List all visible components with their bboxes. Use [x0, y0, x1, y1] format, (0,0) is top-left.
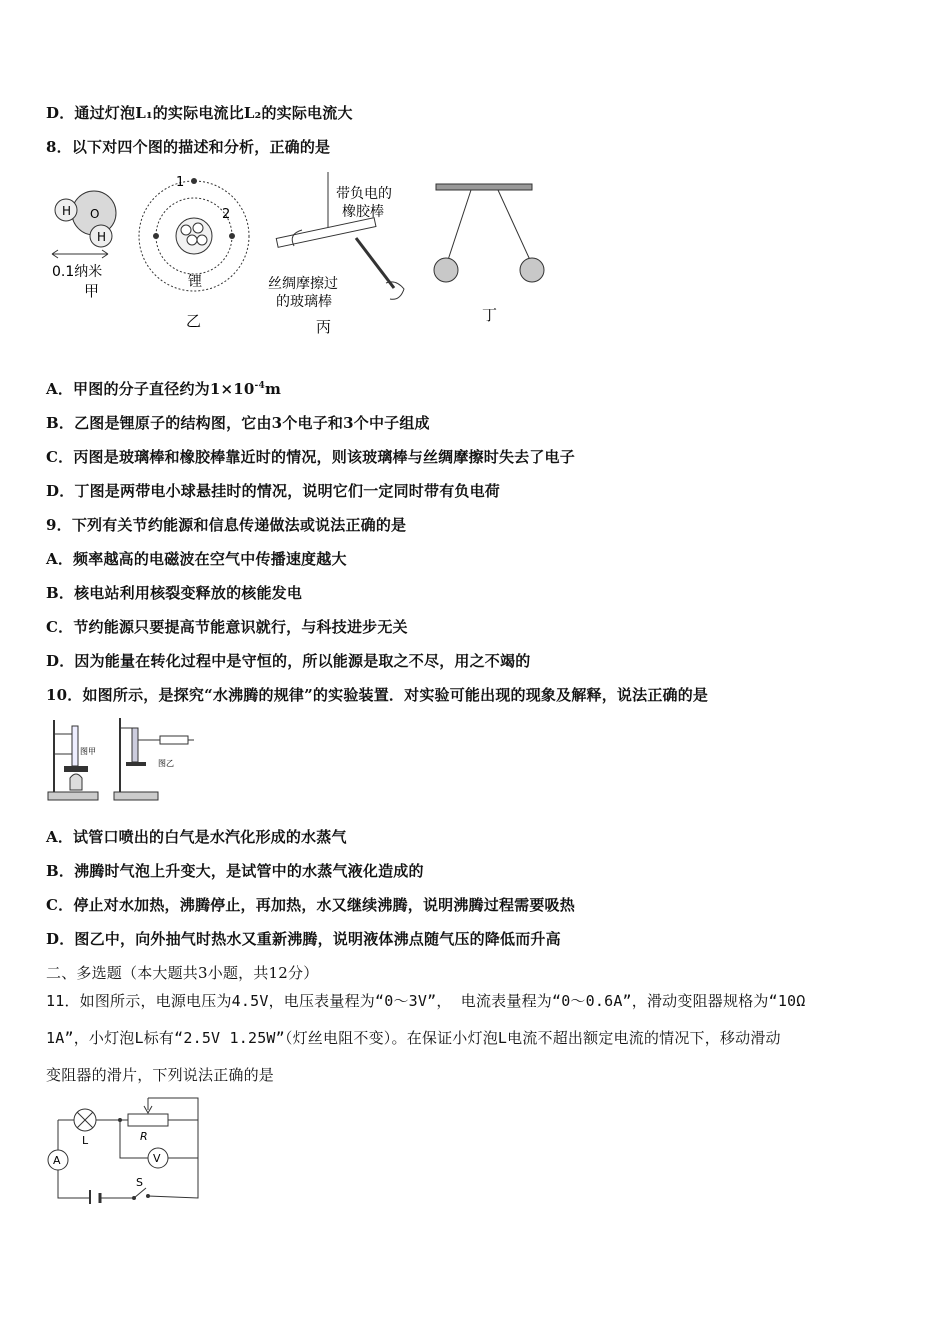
yi-orbit-2: 2 [222, 207, 231, 222]
ding-label: 丁 [482, 306, 498, 324]
yi-atom-diagram [139, 175, 249, 330]
q8-option-b: B．乙图是锂原子的结构图，它由3个电子和3个中子组成 [46, 414, 430, 432]
q9-option-b: B．核电站利用核裂变释放的核能发电 [46, 584, 303, 602]
bing-label: 丙 [316, 318, 332, 336]
jia-molecule-diagram [52, 191, 116, 300]
q9-option-c: C．节约能源只要提高节能意识就行，与科技进步无关 [46, 618, 408, 636]
q9-option-d: D．因为能量在转化过程中是守恒的，所以能源是取之不尽，用之不竭的 [46, 652, 531, 670]
bing-rubber-text-2: 橡胶棒 [342, 204, 384, 220]
q8-stem: 8．以下对四个图的描述和分析，正确的是 [46, 138, 331, 156]
ammeter-label: A [53, 1154, 61, 1167]
bing-rubber-text: 带负电的 [336, 186, 392, 202]
bing-rods-diagram [268, 172, 404, 336]
q11-stem-line-2: 1A”，小灯泡L标有“2.5V 1.25W”（灯丝电阻不变）。在保证小灯泡L电流不超出额定电流的情况下，移动滑动 [46, 1029, 781, 1047]
svg-text:H: H [62, 204, 72, 218]
jia-scale-text: 0.1纳米 [52, 264, 103, 280]
q11-circuit-diagram [44, 1092, 204, 1204]
q10-option-b: B．沸腾时气泡上升变大，是试管中的水蒸气液化造成的 [46, 862, 424, 880]
svg-text:H: H [97, 230, 107, 244]
q10-figure [46, 714, 196, 804]
q9-stem: 9．下列有关节约能源和信息传递做法或说法正确的是 [46, 516, 407, 534]
ding-balls-diagram [434, 184, 544, 324]
yi-orbit-1: 1 [176, 175, 185, 190]
q10-yi-label: 图乙 [158, 759, 174, 768]
q10-jia-label: 图甲 [80, 747, 96, 756]
yi-label: 乙 [186, 312, 202, 330]
q11-stem-line-1: 11．如图所示，电源电压为4.5V，电压表量程为“0～3V”， 电流表量程为“0～0.6A”，滑动变阻器规格为“10Ω [46, 992, 806, 1010]
q8-figure [46, 168, 566, 338]
jia-label: 甲 [84, 282, 100, 300]
switch-label: S [136, 1176, 143, 1189]
q11-stem-line-3: 变阻器的滑片，下列说法正确的是 [46, 1066, 275, 1084]
q10-option-d: D．图乙中，向外抽气时热水又重新沸腾，说明液体沸点随气压的降低而升高 [46, 930, 561, 948]
voltmeter-label: V [153, 1152, 161, 1165]
yi-core-label: 锂 [188, 274, 202, 290]
lamp-label: L [82, 1134, 89, 1147]
bing-glass-text-2: 的玻璃棒 [276, 294, 332, 310]
q8-option-c: C．丙图是玻璃棒和橡胶棒靠近时的情况，则该玻璃棒与丝绸摩擦时失去了电子 [46, 448, 575, 466]
q10-apparatus-jia [48, 720, 98, 800]
q10-option-c: C．停止对水加热，沸腾停止，再加热，水又继续沸腾，说明沸腾过程需要吸热 [46, 896, 575, 914]
q8-option-d: D．丁图是两带电小球悬挂时的情况，说明它们一定同时带有负电荷 [46, 482, 501, 500]
bing-glass-text: 丝绸摩擦过 [268, 276, 338, 292]
q7-option-d: D．通过灯泡L₁的实际电流比L₂的实际电流大 [46, 104, 353, 122]
rheostat-label: R [140, 1130, 148, 1143]
q8-option-a: A．甲图的分子直径约为$1\times 10^{-4}m$ [46, 380, 282, 398]
svg-text:O: O [90, 207, 100, 221]
q9-option-a: A．频率越高的电磁波在空气中传播速度越大 [46, 550, 347, 568]
q10-stem: 10．如图所示，是探究“水沸腾的规律”的实验装置．对实验可能出现的现象及解释，说法正确的是 [46, 686, 709, 704]
q10-option-a: A．试管口喷出的白气是水汽化形成的水蒸气 [46, 828, 347, 846]
section-2-heading: 二、多选题（本大题共3小题，共12分） [46, 964, 319, 982]
q10-apparatus-yi [114, 718, 194, 800]
